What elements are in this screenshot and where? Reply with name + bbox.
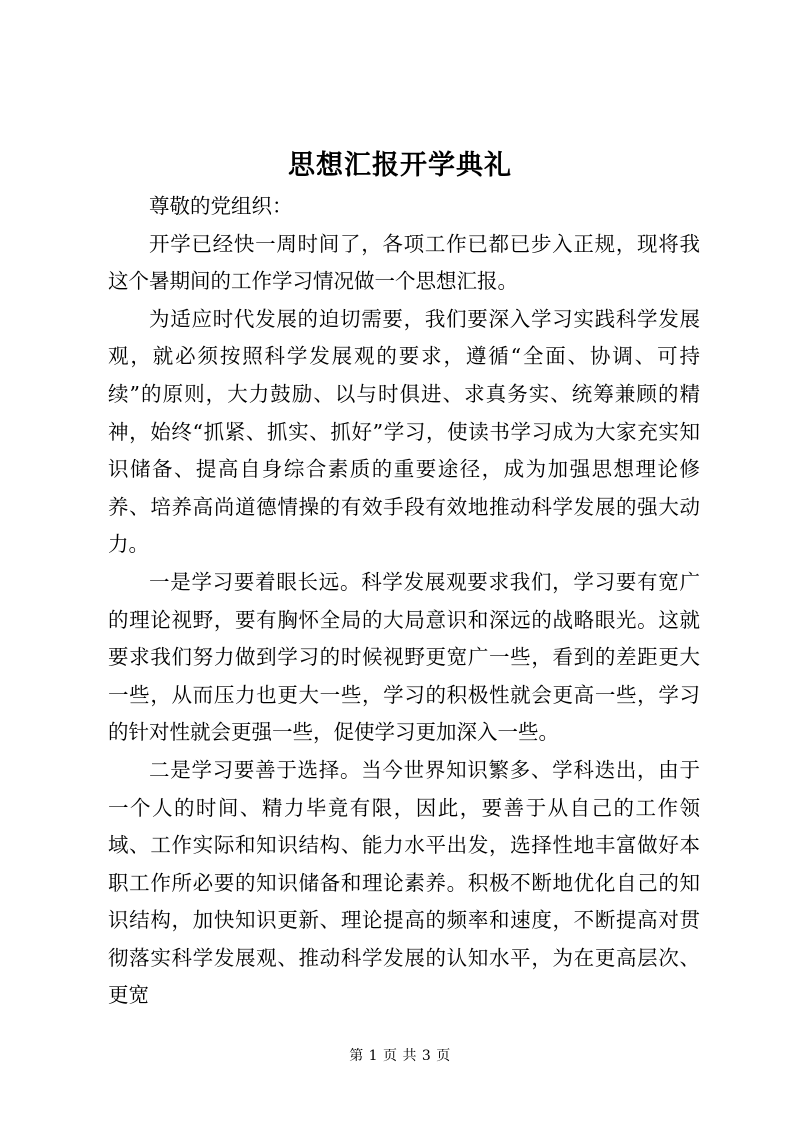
document-title: 思想汇报开学典礼 (288, 150, 512, 181)
document-body (108, 188, 700, 1015)
paragraph-3: 一是学习要着眼长远。科学发展观要求我们，学习要有宽广的理论视野，要有胸怀全局的大局意识和深远的战略眼光。这就要求我们努力做到学习的时候视野更宽广一些，看到的差距更大一些，从而压力也更大一些，学习的积极性就会更高一些，学习的针对性就会更强一些，促使学习更加深入一些。 (108, 569, 700, 745)
salutation: 尊敬的党组织： (149, 194, 293, 218)
paragraph-2: 为适应时代发展的迫切需要，我们要深入学习实践科学发展观，就必须按照科学发展观的要求，遵循“全面、协调、可持续”的原则，大力鼓励、以与时俱进、求真务实、统筹兼顾的精神，始终“抓紧、抓实、抓好”学习，使读书学习成为大家充实知识储备、提高自身综合素质的重要途径，成为加强思想理论修养、培养高尚道德情操的有效手段有效地推动科学发展的强大动力。 (108, 306, 700, 557)
paragraph-1: 开学已经快一周时间了，各项工作已都已步入正规，现将我这个暑期间的工作学习情况做一个思想汇报。 (108, 231, 700, 294)
paragraph-4: 二是学习要善于选择。当今世界知识繁多、学科迭出，由于一个人的时间、精力毕竟有限，因此，要善于从自己的工作领域、工作实际和知识结构、能力水平出发，选择性地丰富做好本职工作所必要的知识储备和理论素养。积极不断地优化自己的知识结构，加快知识更新、理论提高的频率和速度，不断提高对贯彻落实科学发展观、推动科学发展的认知水平，为在更高层次、更宽 (108, 757, 700, 1008)
page-footer: 第 1 页 共 3 页 (349, 1048, 451, 1064)
